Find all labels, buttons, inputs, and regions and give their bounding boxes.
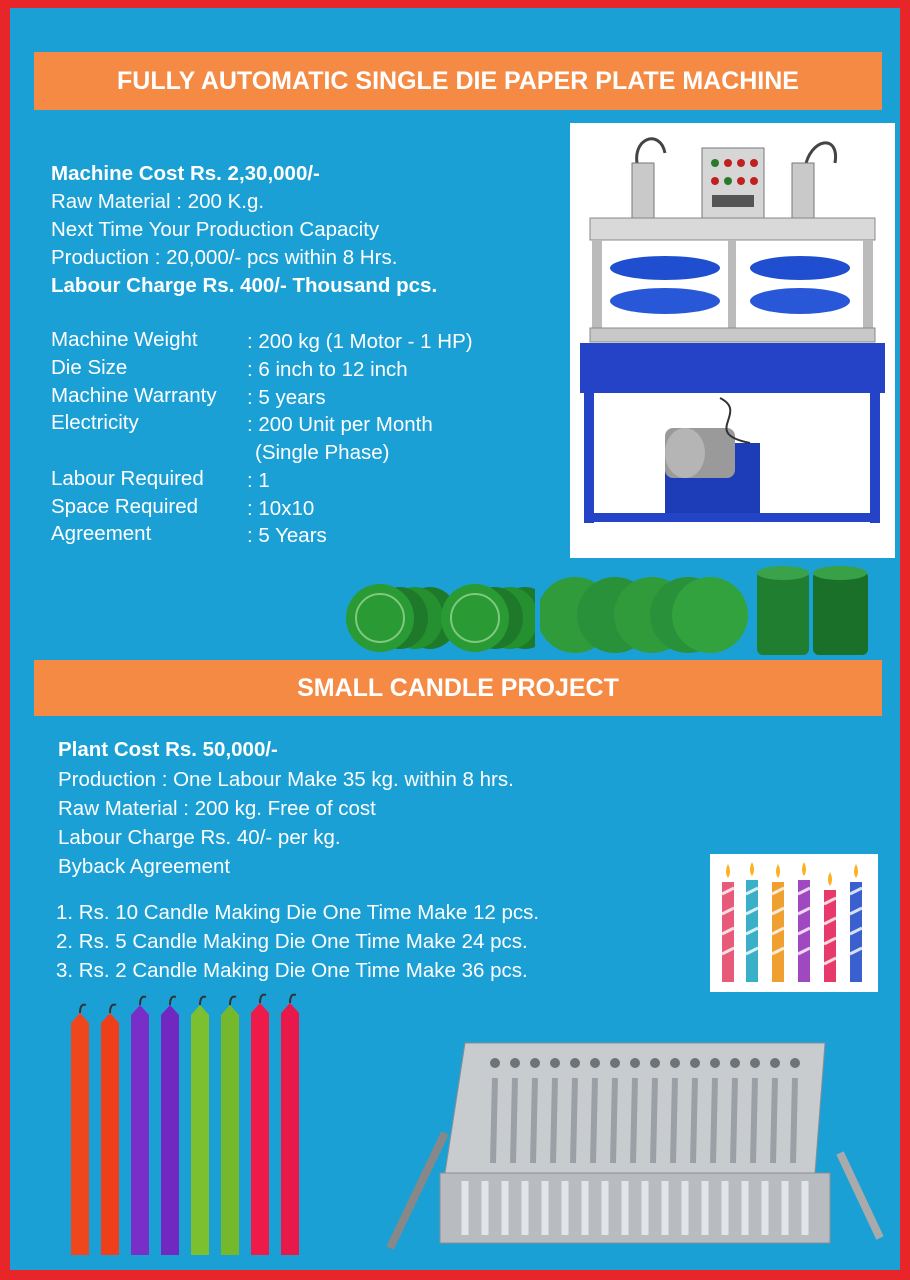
spec-value: : 200 Unit per Month [247,413,433,436]
spec-label: Die Size [51,356,128,379]
paper-sheets-image [540,570,750,660]
spec-value: : 1 [247,469,270,492]
spec-value: : 10x10 [247,497,315,520]
production-line: Production : 20,000/- pcs within 8 Hrs. [51,246,398,269]
plant-cost: Plant Cost Rs. 50,000/- [58,738,278,761]
list-item: 2. Rs. 5 Candle Making Die One Time Make 24 pcs. [56,930,528,953]
spec-value: : 200 kg (1 Motor - 1 HP) [247,330,473,353]
list-item: 1. Rs. 10 Candle Making Die One Time Make 12 pcs. [56,901,540,924]
labour-charge: Labour Charge Rs. 400/- Thousand pcs. [51,274,438,297]
candle-project-banner: SMALL CANDLE PROJECT [34,660,882,716]
production-capacity-line: Next Time Your Production Capacity [51,218,380,241]
byback-agreement: Byback Agreement [58,855,231,878]
spec-value: : 5 Years [247,524,327,547]
paper-rolls-image [755,563,875,658]
candle-raw-material: Raw Material : 200 kg. Free of cost [58,797,376,820]
spec-label: Electricity [51,411,139,434]
candle-die-mould-image [385,1023,890,1263]
spec-label: Space Required [51,495,199,518]
spec-value: : 6 inch to 12 inch [247,358,408,381]
raw-material: Raw Material : 200 K.g. [51,190,265,213]
candle-production: Production : One Labour Make 35 kg. within 8 hrs. [58,768,514,791]
poster [10,8,900,1270]
paper-plate-machine-image [570,123,895,558]
spec-label: Agreement [51,522,152,545]
paper-plate-machine-banner: FULLY AUTOMATIC SINGLE DIE PAPER PLATE MACHINE [34,52,882,110]
machine-cost: Machine Cost Rs. 2,30,000/- [51,162,320,185]
colored-candles-image [65,993,315,1258]
list-item: 3. Rs. 2 Candle Making Die One Time Make 36 pcs. [56,959,528,982]
spec-label: Labour Required [51,467,204,490]
striped-candles-image [710,854,878,992]
paper-plates-image [335,576,535,656]
spec-label: Machine Warranty [51,384,217,407]
spec-value-continued: (Single Phase) [255,441,390,464]
spec-value: : 5 years [247,386,326,409]
spec-label: Machine Weight [51,328,198,351]
candle-labour-charge: Labour Charge Rs. 40/- per kg. [58,826,341,849]
